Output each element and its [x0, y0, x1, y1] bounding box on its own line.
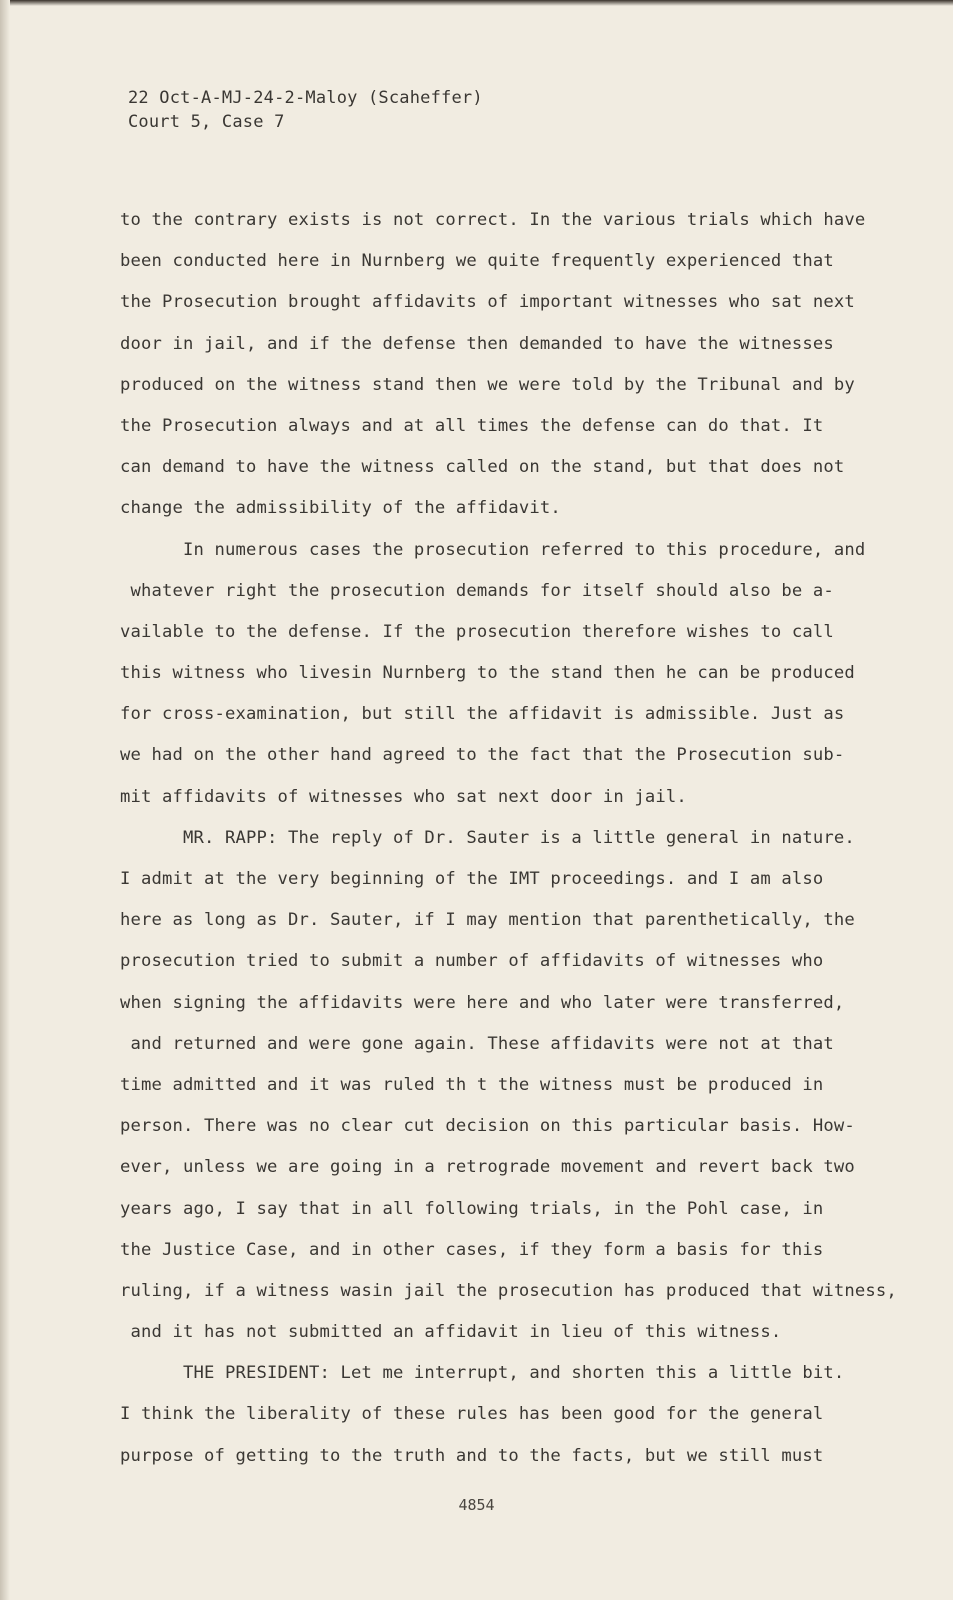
document-header: [128, 86, 483, 134]
text-line: time admitted and it was ruled th t the witness must be produced in: [120, 1074, 824, 1095]
text-line: vailable to the defense. If the prosecution therefore wishes to call: [120, 621, 834, 642]
text-line: mit affidavits of witnesses who sat next door in jail.: [120, 786, 687, 807]
text-line: here as long as Dr. Sauter, if I may mention that parenthetically, the: [120, 910, 855, 931]
page-left-edge: [0, 0, 10, 1600]
text-line: can demand to have the witness called on the stand, but that does not: [120, 457, 845, 478]
text-line: to the contrary exists is not correct. In the various trials which have: [120, 210, 866, 230]
text-line: and it has not submitted an affidavit in lieu of this witness.: [120, 1322, 782, 1343]
header-reference: 22 Oct-A-MJ-24-2-Maloy (Scaheffer): [128, 88, 483, 108]
text-line: I admit at the very beginning of the IMT proceedings. and I am also: [120, 869, 824, 889]
text-line: when signing the affidavits were here and who later were transferred,: [120, 992, 845, 1013]
text-line: the Prosecution brought affidavits of important witnesses who sat next: [120, 292, 855, 313]
text-line: years ago, I say that in all following trials, in the Pohl case, in: [120, 1198, 824, 1219]
page-number: 4854: [458, 1496, 495, 1514]
text-line: I think the liberality of these rules has been good for the general: [120, 1404, 824, 1425]
text-line: the Prosecution always and at all times the defense can do that. It: [120, 415, 824, 436]
text-line: THE PRESIDENT: Let me interrupt, and shorten this a little bit.: [120, 1363, 845, 1384]
text-line: whatever right the prosecution demands for itself should also be a-: [120, 580, 834, 601]
text-line: produced on the witness stand then we were told by the Tribunal and by: [120, 374, 855, 395]
page-top-edge: [0, 0, 953, 6]
text-line: for cross-examination, but still the affidavit is admissible. Just as: [120, 704, 845, 725]
text-line: ever, unless we are going in a retrograde movement and revert back two: [120, 1157, 855, 1178]
text-line: MR. RAPP: The reply of Dr. Sauter is a little general in nature.: [120, 827, 855, 848]
text-line: the Justice Case, and in other cases, if they form a basis for this: [120, 1239, 824, 1260]
text-line: and returned and were gone again. These affidavits were not at that: [120, 1033, 834, 1054]
text-line: ruling, if a witness wasin jail the prosecution has produced that witness,: [120, 1280, 897, 1301]
text-line: prosecution tried to submit a number of affidavits of witnesses who: [120, 951, 824, 972]
transcript-body: [120, 200, 897, 1477]
text-line: In numerous cases the prosecution referred to this procedure, and: [120, 539, 866, 560]
text-line: this witness who livesin Nurnberg to the stand then he can be produced: [120, 663, 855, 684]
text-line: been conducted here in Nurnberg we quite frequently experienced that: [120, 251, 834, 272]
text-line: door in jail, and if the defense then demanded to have the witnesses: [120, 333, 834, 354]
text-line: purpose of getting to the truth and to the facts, but we still must: [120, 1445, 824, 1466]
text-line: change the admissibility of the affidavit.: [120, 498, 561, 519]
text-line: person. There was no clear cut decision on this particular basis. How-: [120, 1116, 855, 1137]
header-court-case: Court 5, Case 7: [128, 112, 285, 132]
text-line: we had on the other hand agreed to the fact that the Prosecution sub-: [120, 745, 845, 766]
